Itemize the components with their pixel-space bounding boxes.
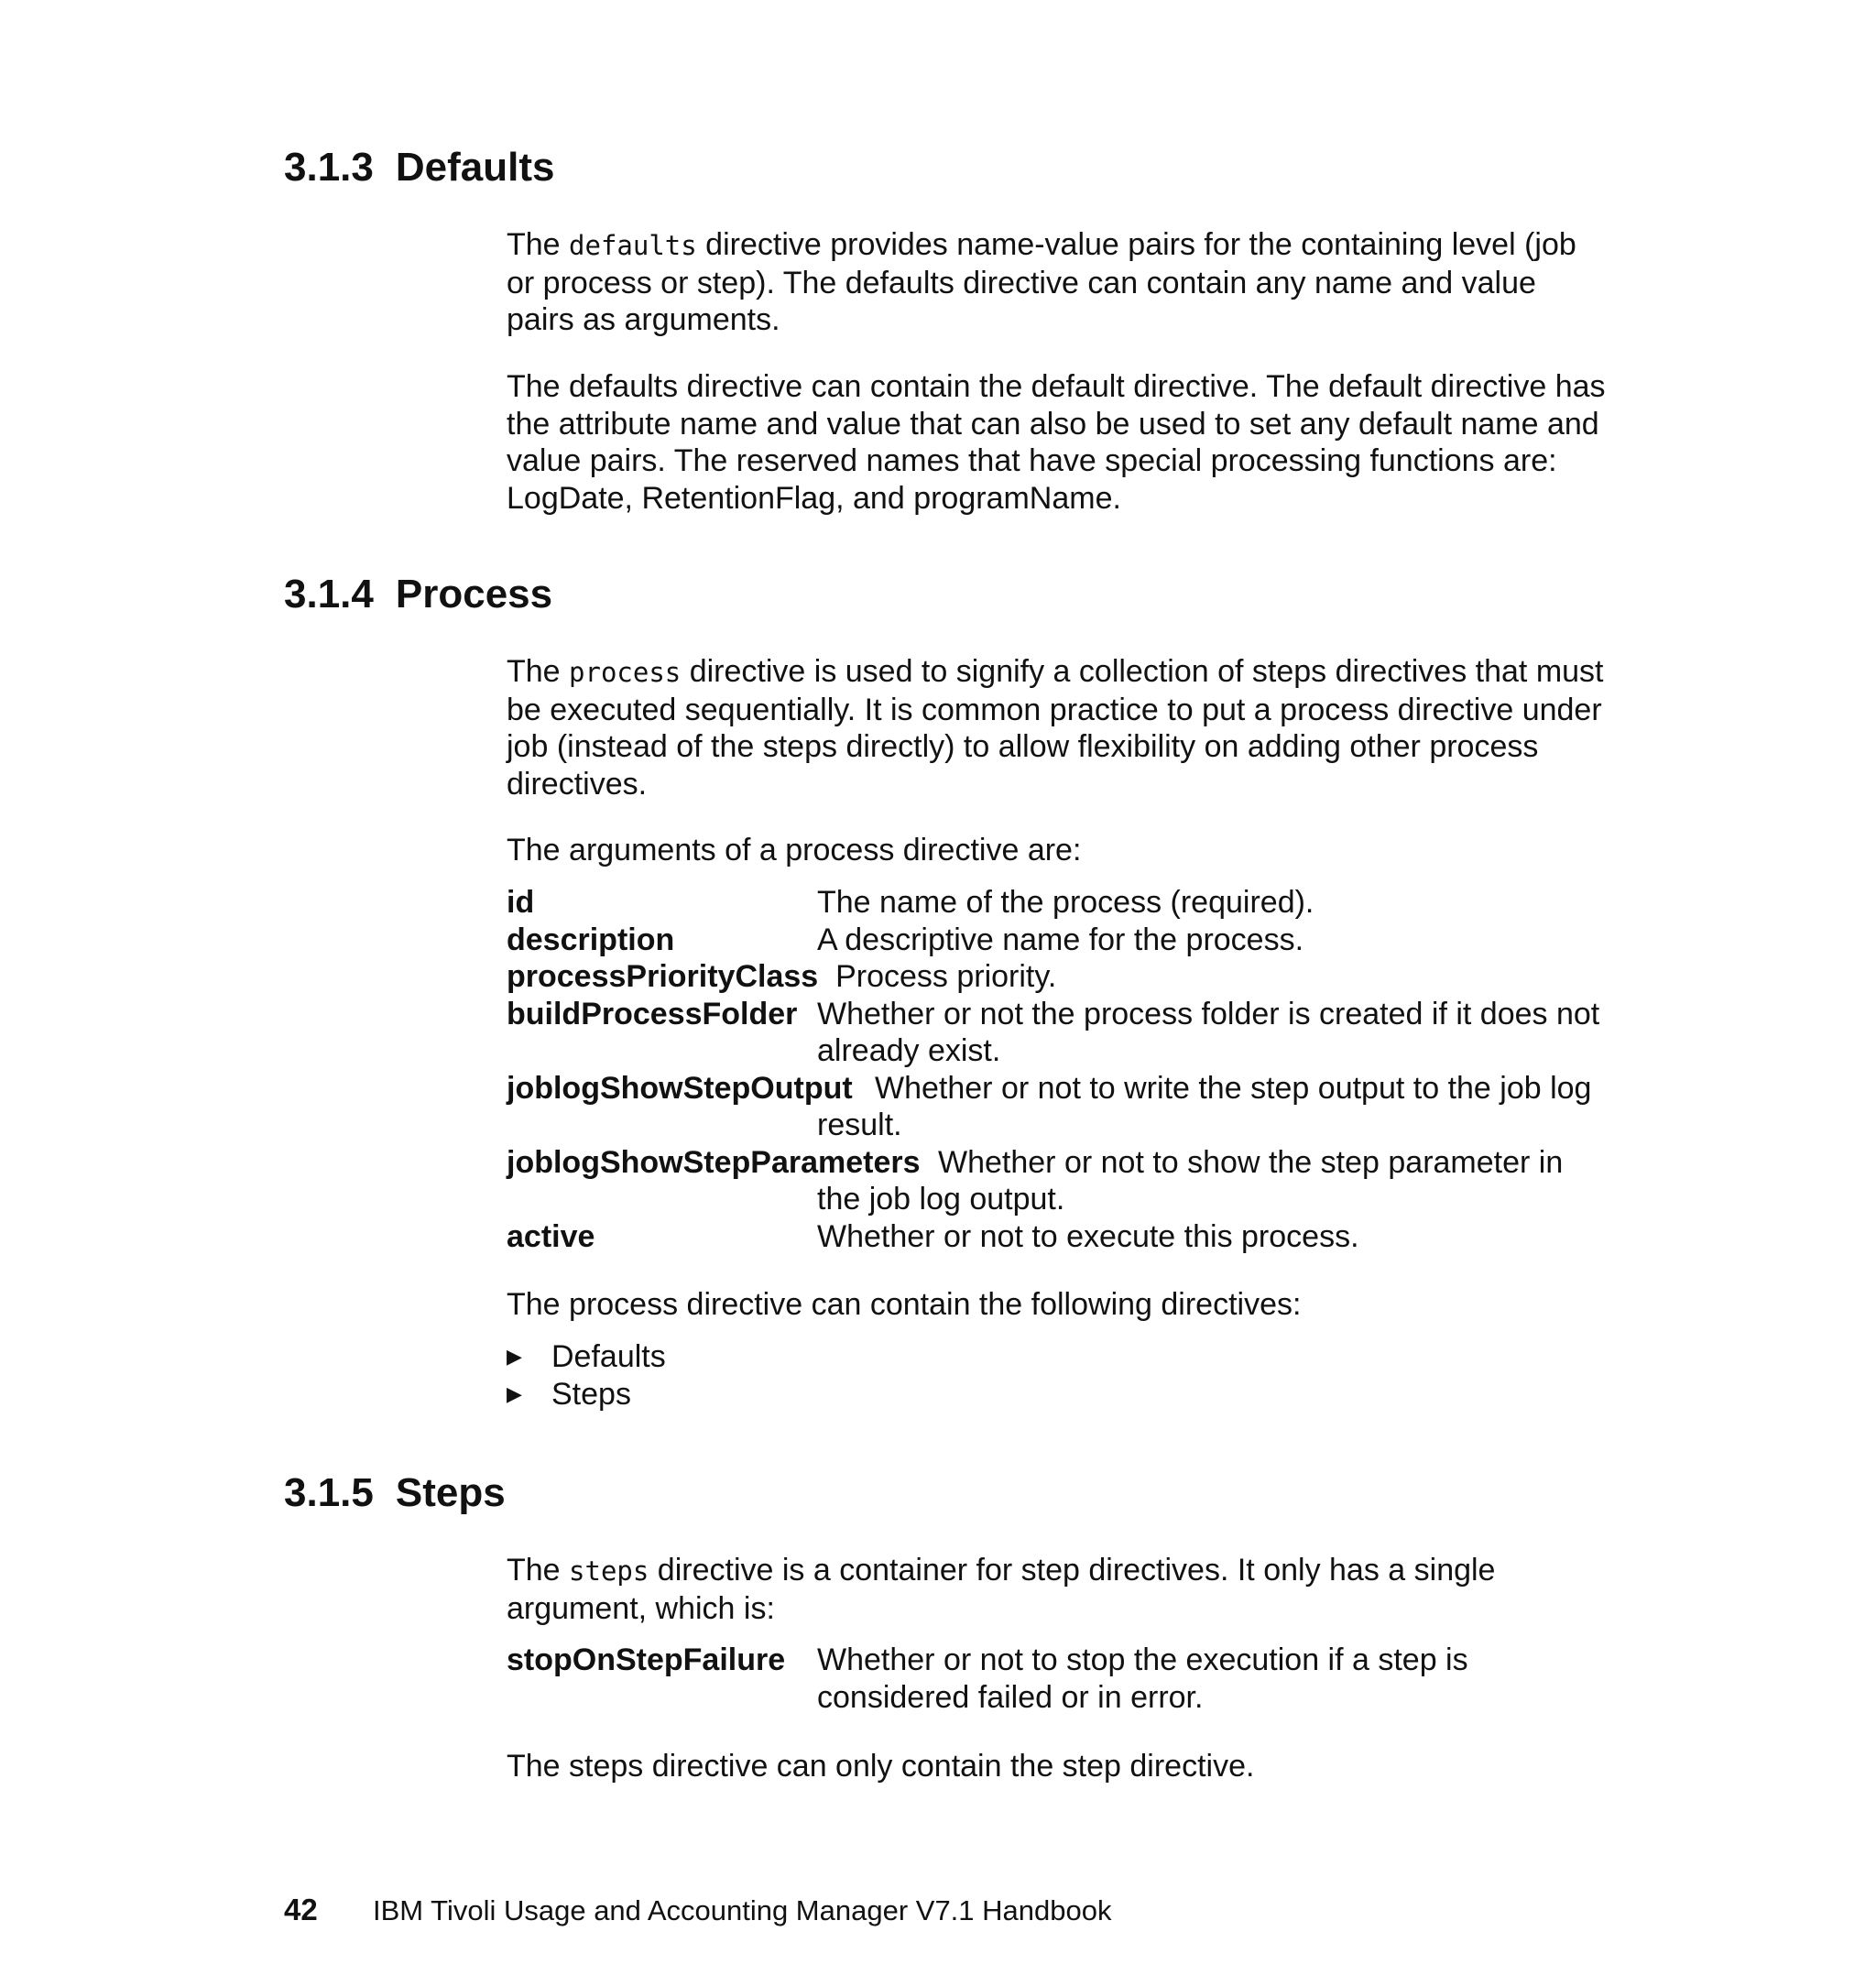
page-footer (284, 1892, 1111, 1929)
process-directives-list (507, 1338, 666, 1413)
text: The (507, 1553, 570, 1588)
argument-row (507, 958, 1606, 996)
argument-description: Whether or not the process folder is created if it does not already exist. (817, 996, 1600, 1068)
section-number: 3.1.5 (284, 1470, 374, 1515)
argument-row (507, 1070, 1606, 1144)
steps-paragraph-1 (507, 1552, 1560, 1627)
argument-row (507, 922, 1606, 959)
argument-description: Whether or not to execute this process. (817, 1218, 1359, 1254)
argument-description: A descriptive name for the process. (817, 922, 1304, 957)
section-number: 3.1.4 (284, 572, 374, 617)
process-paragraph-1 (507, 653, 1606, 802)
page-number: 42 (284, 1893, 318, 1926)
process-paragraph-2: The arguments of a process directive are: (507, 833, 1082, 868)
code-defaults: defaults (569, 230, 697, 261)
text: The (507, 654, 570, 689)
section-number: 3.1.3 (284, 145, 374, 190)
argument-description: Whether or not to write the step output to the job log result. (817, 1070, 1592, 1142)
steps-arguments-list (507, 1642, 1560, 1716)
list-item (507, 1338, 666, 1376)
section-heading-steps (284, 1469, 506, 1517)
text: directive provides name-value pairs for the containing level (job or process or step). The defaults directive can contain any name and value pairs as arguments. (507, 227, 1576, 337)
argument-description: Whether or not to show the step parameter in the job log output. (817, 1144, 1564, 1217)
argument-term: processPriorityClass (507, 959, 819, 994)
triangle-bullet-icon: ▶ (507, 1381, 522, 1405)
steps-paragraph-2: The steps directive can only contain the step directive. (507, 1749, 1255, 1784)
argument-row (507, 1218, 1606, 1256)
section-heading-process (284, 571, 552, 618)
argument-row (507, 996, 1606, 1070)
argument-term: active (507, 1218, 595, 1254)
defaults-paragraph-2: The defaults directive can contain the default directive. The default directive has the attribute name and value that can also be used to set any default name and value pairs. The reserved names that have special processing functions are: LogDate, RetentionFlag, and programName. (507, 369, 1606, 516)
argument-term: joblogShowStepOutput (507, 1070, 853, 1106)
code-steps: steps (569, 1555, 649, 1587)
argument-term: buildProcessFolder (507, 996, 798, 1031)
section-title: Defaults (395, 145, 555, 190)
argument-description: Process priority. (835, 959, 1057, 994)
section-title: Process (395, 572, 553, 617)
text: The (507, 227, 570, 262)
process-arguments-list (507, 884, 1606, 1255)
argument-row (507, 1642, 1560, 1716)
text: directive is a container for step directives. It only has a single argument, which is: (507, 1553, 1496, 1626)
section-heading-defaults (284, 144, 554, 191)
defaults-paragraph-1 (507, 226, 1606, 339)
argument-row (507, 1144, 1606, 1218)
list-item (507, 1376, 666, 1413)
text: directive is used to signify a collection of steps directives that must be executed sequentially. It is common practice to put a process directive under job (instead of the steps directly) to allow flexibility on adding other process directives. (507, 654, 1604, 802)
process-paragraph-3: The process directive can contain the following directives: (507, 1287, 1302, 1322)
argument-row (507, 884, 1606, 922)
argument-term: stopOnStepFailure (507, 1642, 786, 1677)
argument-term: id (507, 885, 535, 920)
argument-term: joblogShowStepParameters (507, 1144, 921, 1180)
list-item-label: Steps (551, 1376, 631, 1412)
book-title: IBM Tivoli Usage and Accounting Manager V7.1 Handbook (373, 1894, 1112, 1926)
argument-description: The name of the process (required). (817, 885, 1314, 920)
argument-term: description (507, 922, 675, 957)
triangle-bullet-icon: ▶ (507, 1345, 522, 1368)
section-title: Steps (395, 1470, 506, 1515)
code-process: process (569, 657, 682, 688)
argument-description: Whether or not to stop the execution if a step is considered failed or in error. (817, 1642, 1468, 1715)
list-item-label: Defaults (551, 1339, 666, 1374)
